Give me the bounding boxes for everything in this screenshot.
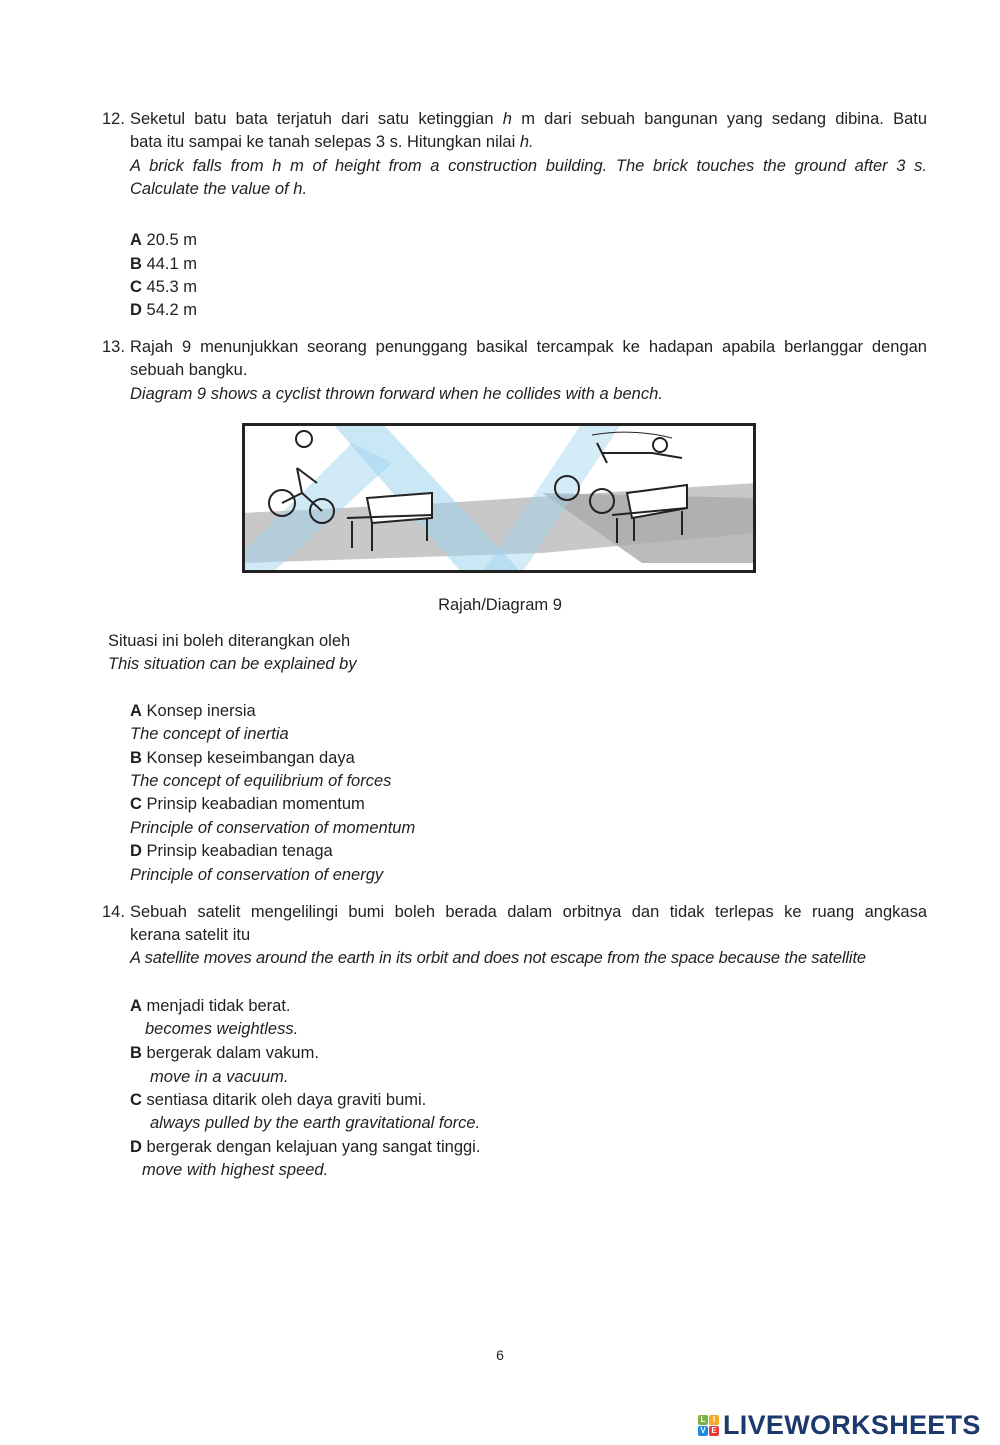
logo-tiles-icon: L I V E — [698, 1415, 719, 1436]
q13-option-c[interactable]: C Prinsip keabadian momentum — [130, 795, 365, 813]
q14-en-line1: A satellite moves around the earth in its orbit and does not escape from the space because the satellite — [130, 949, 866, 967]
q14-option-c-en: always pulled by the earth gravitational force. — [150, 1114, 481, 1132]
q13-option-c-en: Principle of conservation of momentum — [130, 819, 416, 837]
q13-stem-en: This situation can be explained by — [108, 655, 357, 673]
logo-text: LIVEWORKSHEETS — [723, 1409, 981, 1440]
q13-ms-line1: Rajah 9 menunjukkan seorang penunggang basikal tercampak ke hadapan apabila berlanggar dengan — [130, 338, 927, 356]
q14-option-a[interactable]: A menjadi tidak berat. — [130, 997, 291, 1015]
q13-ms-line2: sebuah bangku. — [130, 361, 248, 379]
q12-option-b[interactable]: B 44.1 m — [130, 255, 197, 273]
q12-en-line1: A brick falls from h m of height from a construction building. The brick touches the ground after 3 s. — [130, 157, 927, 175]
page-number: 6 — [496, 1347, 504, 1363]
q13-en-line1: Diagram 9 shows a cyclist thrown forward when he collides with a bench. — [130, 385, 663, 403]
q13-stem-ms: Situasi ini boleh diterangkan oleh — [108, 632, 351, 650]
q14-option-c[interactable]: C sentiasa ditarik oleh daya graviti bumi. — [130, 1091, 427, 1109]
q12-number: 12. — [102, 110, 125, 128]
q13-option-b[interactable]: B Konsep keseimbangan daya — [130, 749, 355, 767]
q13-option-d[interactable]: D Prinsip keabadian tenaga — [130, 842, 333, 860]
diagram-9-cyclist-bench — [242, 423, 756, 573]
q14-number: 14. — [102, 903, 125, 921]
q12-option-c[interactable]: C 45.3 m — [130, 278, 197, 296]
q12-ms-line2: bata itu sampai ke tanah selepas 3 s. Hitungkan nilai h. — [130, 133, 534, 151]
q13-option-a[interactable]: A Konsep inersia — [130, 702, 256, 720]
q12-en-line2: Calculate the value of h. — [130, 180, 308, 198]
q13-number: 13. — [102, 338, 125, 356]
q12-option-a[interactable]: A 20.5 m — [130, 231, 197, 249]
q14-option-d-en: move with highest speed. — [142, 1161, 329, 1179]
q14-ms-line1: Sebuah satelit mengelilingi bumi boleh berada dalam orbitnya dan tidak terlepas ke ruang angkasa — [130, 903, 927, 921]
q14-ms-line2: kerana satelit itu — [130, 926, 251, 944]
q12-option-d[interactable]: D 54.2 m — [130, 301, 197, 319]
diagram-caption: Rajah/Diagram 9 — [438, 596, 562, 614]
q14-option-b[interactable]: B bergerak dalam vakum. — [130, 1044, 319, 1062]
q14-option-b-en: move in a vacuum. — [150, 1068, 289, 1086]
q13-option-a-en: The concept of inertia — [130, 725, 289, 743]
liveworksheets-logo[interactable] — [698, 1410, 981, 1440]
q14-option-a-en: becomes weightless. — [145, 1020, 299, 1038]
q12-ms-line1: Seketul batu bata terjatuh dari satu ketinggian h m dari sebuah bangunan yang sedang dibina. Batu — [130, 110, 928, 128]
q13-option-b-en: The concept of equilibrium of forces — [130, 772, 392, 790]
q14-option-d[interactable]: D bergerak dengan kelajuan yang sangat tinggi. — [130, 1138, 481, 1156]
q13-option-d-en: Principle of conservation of energy — [130, 866, 384, 884]
